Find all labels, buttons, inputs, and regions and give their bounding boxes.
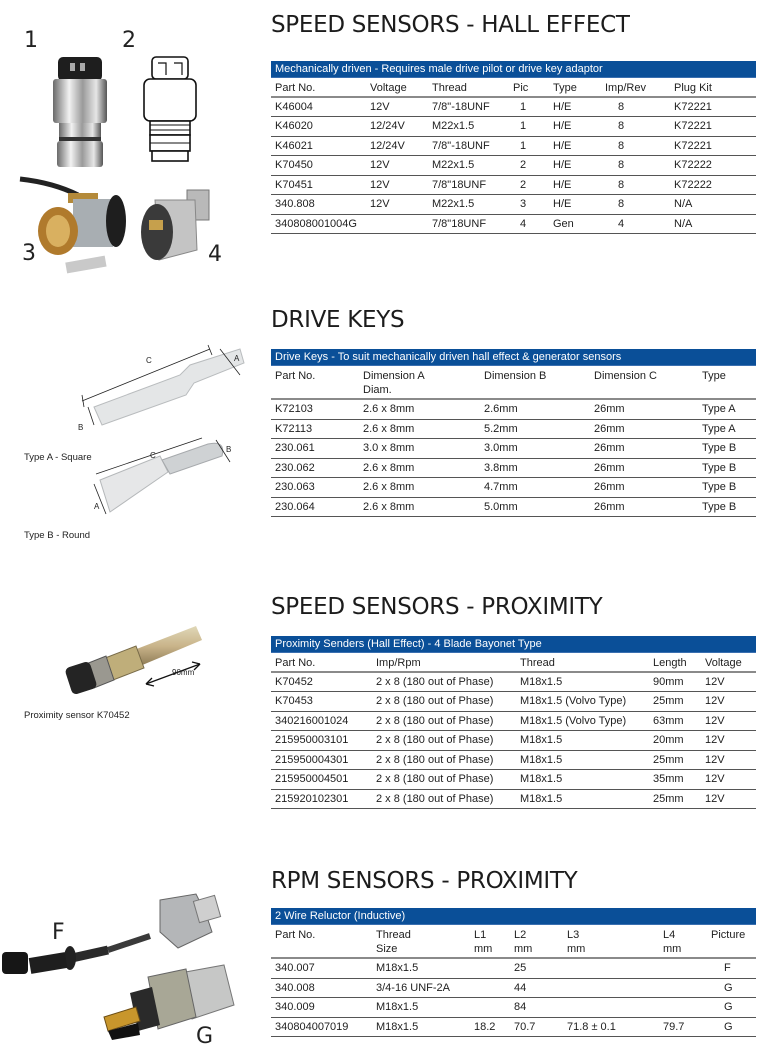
table-row (271, 459, 756, 479)
cell-part-no: 215950004301 (275, 753, 349, 766)
cell-picture: G (724, 1020, 733, 1033)
cell-type: Type B (702, 500, 737, 513)
cell-l4: 79.7 (663, 1020, 685, 1033)
cell-pic: 1 (520, 120, 527, 132)
cell-picture: G (724, 981, 733, 994)
pic-label-2: 2 (122, 28, 136, 53)
cell-part-no: K70450 (275, 159, 313, 171)
table-row (271, 98, 756, 118)
cell-imp-rev: 8 (618, 120, 625, 132)
cell-dim-c: 26mm (594, 442, 625, 454)
cell-part-no: 230.061 (275, 442, 315, 454)
cell-dim-b: 2.6mm (484, 403, 518, 415)
cell-imp-rev: 8 (618, 178, 625, 191)
cell-thread: M18x1.5 (520, 734, 563, 746)
cell-dim-c: 26mm (594, 481, 625, 493)
cell-pic: 1 (520, 139, 527, 152)
pic-label-f: F (52, 920, 65, 945)
cell-type: Type A (702, 422, 736, 435)
cell-l2: 70.7 (514, 1020, 536, 1033)
table-header-row (271, 925, 756, 959)
hall-effect-table (271, 61, 756, 234)
table-row (271, 731, 756, 751)
cell-dim-b: 3.8mm (484, 461, 518, 474)
col-header: Plug Kit (674, 82, 712, 94)
col-header: Thread (520, 657, 555, 669)
cell-part-no: K46020 (275, 120, 313, 132)
cell-imp-rpm: 2 x 8 (180 out of Phase) (376, 734, 494, 746)
cell-type: Gen (553, 217, 574, 230)
col-header-sub: Diam. (363, 384, 392, 396)
cell-pic: 4 (520, 217, 527, 230)
table-row (271, 117, 756, 137)
cell-part-no: 230.063 (275, 481, 315, 493)
cell-thread: M18x1.5 (Volvo Type) (520, 695, 627, 707)
col-header: Imp/Rev (605, 82, 646, 94)
cell-voltage: 12V (705, 753, 725, 766)
cell-thread: M18x1.5 (520, 753, 563, 766)
cell-picture: F (724, 962, 731, 974)
cell-voltage: 12/24V (370, 120, 405, 132)
cell-voltage: 12V (705, 675, 725, 688)
col-header-sub: mm (514, 943, 533, 955)
table-row (271, 439, 756, 459)
cell-pic: 2 (520, 159, 527, 171)
cell-part-no: K70451 (275, 178, 313, 191)
cell-voltage: 12V (705, 714, 725, 727)
section-title-hall-effect: SPEED SENSORS - HALL EFFECT (271, 12, 630, 38)
section-title-drive-keys: DRIVE KEYS (271, 307, 405, 333)
cell-part-no: 340216001024 (275, 714, 349, 727)
sensor-2-image (140, 55, 200, 165)
cell-plug-kit: N/A (674, 217, 693, 230)
cell-l2: 84 (514, 1001, 527, 1013)
cell-pic: 2 (520, 178, 527, 191)
cell-thread: M22x1.5 (432, 120, 475, 132)
table-caption-bar: Drive Keys - To suit mechanically driven hall effect & generator sensors (271, 349, 756, 366)
cell-part-no: K72113 (275, 422, 313, 435)
table-row (271, 478, 756, 498)
col-header-sub: mm (663, 943, 682, 955)
cell-part-no: 215950003101 (275, 734, 349, 746)
col-header: Voltage (370, 82, 407, 94)
cell-voltage: 12V (705, 773, 725, 785)
cell-dim-a: 3.0 x 8mm (363, 442, 415, 454)
cell-part-no: K46021 (275, 139, 313, 152)
sensor-1-image (50, 55, 110, 170)
table-row (271, 959, 756, 979)
col-header: Dimension C (594, 370, 657, 382)
table-row (271, 215, 756, 235)
cell-dim-c: 26mm (594, 461, 625, 474)
cell-dim-a: 2.6 x 8mm (363, 422, 415, 435)
drive-key-type-b-image (90, 440, 240, 520)
cell-thread: M18x1.5 (520, 792, 563, 805)
table-row (271, 156, 756, 176)
table-row (271, 176, 756, 196)
cell-part-no: K70453 (275, 695, 313, 707)
cell-dim-b: 4.7mm (484, 481, 518, 493)
rpm-table (271, 908, 756, 1037)
table-caption-bar: 2 Wire Reluctor (Inductive) (271, 908, 756, 925)
cell-type: H/E (553, 198, 572, 210)
col-header-sub: Size (376, 943, 398, 955)
cell-type: H/E (553, 120, 572, 132)
cell-thread: M18x1.5 (376, 1020, 419, 1033)
col-header: Thread (376, 929, 411, 941)
cell-plug-kit: K72221 (674, 120, 712, 132)
cell-thread: M18x1.5 (376, 962, 419, 974)
cell-plug-kit: K72222 (674, 178, 712, 191)
cell-thread: 7/8"18UNF (432, 178, 487, 191)
caption-proximity-sensor: Proximity sensor K70452 (24, 710, 130, 721)
cell-thread: 7/8"-18UNF (432, 100, 490, 113)
cell-thread: M22x1.5 (432, 159, 475, 171)
cell-imp-rpm: 2 x 8 (180 out of Phase) (376, 675, 494, 688)
cell-picture: G (724, 1001, 733, 1013)
cell-imp-rev: 8 (618, 198, 625, 210)
col-header: Voltage (705, 657, 742, 669)
cell-part-no: 215950004501 (275, 773, 349, 785)
cell-part-no: 215920102301 (275, 792, 349, 805)
cell-dim-c: 26mm (594, 422, 625, 435)
pic-label-3: 3 (22, 241, 36, 266)
cell-length: 25mm (653, 753, 684, 766)
cell-length: 25mm (653, 695, 684, 707)
cell-part-no: K72103 (275, 403, 313, 415)
cell-length: 20mm (653, 734, 684, 746)
cell-dim-c: 26mm (594, 403, 625, 415)
cell-type: H/E (553, 178, 572, 191)
cell-l2: 44 (514, 981, 527, 994)
table-row (271, 692, 756, 712)
cell-dim-b: 3.0mm (484, 442, 518, 454)
table-row (271, 790, 756, 810)
table-row (271, 1018, 756, 1038)
dim-label-90mm: 90mm (172, 668, 195, 677)
cell-voltage: 12V (370, 100, 390, 113)
section-title-proximity: SPEED SENSORS - PROXIMITY (271, 594, 603, 620)
cell-l1: 18.2 (474, 1020, 496, 1033)
col-header: L3 (567, 929, 580, 941)
pic-label-1: 1 (24, 28, 38, 53)
col-header: Type (702, 370, 726, 382)
table-row (271, 979, 756, 999)
col-header: Part No. (275, 657, 316, 669)
table-row (271, 420, 756, 440)
cell-voltage: 12V (370, 159, 390, 171)
sensor-3-image (18, 175, 130, 275)
proximity-sensor-image (64, 618, 214, 698)
cell-imp-rpm: 2 x 8 (180 out of Phase) (376, 695, 494, 707)
cell-imp-rev: 8 (618, 139, 625, 152)
cell-part-no: 230.062 (275, 461, 315, 474)
table-caption-bar: Proximity Senders (Hall Effect) - 4 Blade Bayonet Type (271, 636, 756, 653)
col-header: Part No. (275, 370, 316, 382)
dim-label-c: C (146, 356, 152, 365)
cell-thread: 7/8"18UNF (432, 217, 487, 230)
cell-part-no: 230.064 (275, 500, 315, 513)
cell-part-no: K46004 (275, 100, 313, 113)
cell-part-no: 340808001004G (275, 217, 357, 230)
cell-voltage: 12V (705, 734, 725, 746)
cell-dim-a: 2.6 x 8mm (363, 500, 415, 513)
cell-voltage: 12V (370, 198, 390, 210)
cell-thread: 3/4-16 UNF-2A (376, 981, 450, 994)
col-header: L1 (474, 929, 487, 941)
drive-key-type-a-image (80, 345, 250, 430)
cell-thread: M18x1.5 (520, 675, 563, 688)
col-header: Type (553, 82, 577, 94)
cell-length: 25mm (653, 792, 684, 805)
proximity-table (271, 636, 756, 809)
col-header: Dimension A (363, 370, 425, 382)
table-header-row (271, 653, 756, 673)
table-row (271, 998, 756, 1018)
cell-voltage: 12V (705, 695, 725, 707)
col-header: Dimension B (484, 370, 547, 382)
cell-length: 35mm (653, 773, 684, 785)
table-header-row (271, 366, 756, 400)
table-row (271, 498, 756, 518)
rpm-sensor-f-image (0, 892, 230, 972)
cell-part-no: 340804007019 (275, 1020, 349, 1033)
rpm-sensor-g-image (100, 965, 240, 1040)
table-row (271, 770, 756, 790)
cell-length: 90mm (653, 675, 684, 688)
dim-label-c: C (150, 451, 156, 460)
cell-thread: M18x1.5 (Volvo Type) (520, 714, 627, 727)
col-header: Imp/Rpm (376, 657, 421, 669)
cell-part-no: 340.007 (275, 962, 315, 974)
cell-part-no: 340.008 (275, 981, 315, 994)
cell-dim-c: 26mm (594, 500, 625, 513)
col-header-sub: mm (474, 943, 493, 955)
dim-label-a: A (94, 502, 100, 511)
dim-label-b: B (78, 423, 84, 432)
cell-type: Type A (702, 403, 736, 415)
col-header: Thread (432, 82, 467, 94)
cell-dim-b: 5.2mm (484, 422, 518, 435)
cell-type: H/E (553, 100, 572, 113)
caption-type-a: Type A - Square (24, 452, 92, 463)
cell-type: Type B (702, 481, 737, 493)
col-header-sub: mm (567, 943, 586, 955)
cell-l3: 71.8 ± 0.1 (567, 1020, 616, 1033)
cell-part-no: K70452 (275, 675, 313, 688)
cell-imp-rpm: 2 x 8 (180 out of Phase) (376, 792, 494, 805)
caption-type-b: Type B - Round (24, 530, 91, 541)
cell-type: H/E (553, 159, 572, 171)
cell-type: H/E (553, 139, 572, 152)
cell-voltage: 12/24V (370, 139, 405, 152)
cell-plug-kit: K72221 (674, 100, 712, 113)
cell-l2: 25 (514, 962, 527, 974)
cell-part-no: 340.009 (275, 1001, 315, 1013)
pic-label-g: G (196, 1024, 214, 1049)
table-row (271, 400, 756, 420)
cell-thread: M22x1.5 (432, 198, 475, 210)
table-row (271, 673, 756, 693)
cell-type: Type B (702, 442, 737, 454)
table-caption-bar: Mechanically driven - Requires male drive pilot or drive key adaptor (271, 61, 756, 78)
cell-dim-a: 2.6 x 8mm (363, 461, 415, 474)
dim-label-a: A (234, 354, 240, 363)
dim-label-b: B (226, 445, 232, 454)
cell-pic: 1 (520, 100, 527, 113)
cell-imp-rpm: 2 x 8 (180 out of Phase) (376, 773, 494, 785)
cell-dim-a: 2.6 x 8mm (363, 481, 415, 493)
cell-imp-rpm: 2 x 8 (180 out of Phase) (376, 714, 494, 727)
cell-plug-kit: K72221 (674, 139, 712, 152)
cell-thread: M18x1.5 (520, 773, 563, 785)
cell-voltage: 12V (705, 792, 725, 805)
table-header-row (271, 78, 756, 98)
cell-imp-rpm: 2 x 8 (180 out of Phase) (376, 753, 494, 766)
cell-plug-kit: N/A (674, 198, 693, 210)
cell-plug-kit: K72222 (674, 159, 712, 171)
cell-type: Type B (702, 461, 737, 474)
col-header: Picture (711, 929, 746, 941)
table-row (271, 712, 756, 732)
cell-imp-rev: 8 (618, 159, 625, 171)
pic-label-4: 4 (208, 242, 222, 267)
cell-thread: M18x1.5 (376, 1001, 419, 1013)
table-row (271, 195, 756, 215)
col-header: L2 (514, 929, 527, 941)
section-title-rpm: RPM SENSORS - PROXIMITY (271, 868, 578, 894)
drive-keys-table (271, 349, 756, 517)
col-header: Length (653, 657, 687, 669)
table-row (271, 137, 756, 157)
cell-dim-a: 2.6 x 8mm (363, 403, 415, 415)
col-header: Part No. (275, 82, 316, 94)
sensor-4-image (135, 180, 215, 270)
cell-imp-rev: 4 (618, 217, 625, 230)
cell-pic: 3 (520, 198, 527, 210)
col-header: Part No. (275, 929, 316, 941)
cell-part-no: 340.808 (275, 198, 315, 210)
table-row (271, 751, 756, 771)
cell-length: 63mm (653, 714, 684, 727)
col-header: L4 (663, 929, 676, 941)
cell-imp-rev: 8 (618, 100, 625, 113)
cell-voltage: 12V (370, 178, 390, 191)
cell-dim-b: 5.0mm (484, 500, 518, 513)
col-header: Pic (513, 82, 529, 94)
cell-thread: 7/8"-18UNF (432, 139, 490, 152)
